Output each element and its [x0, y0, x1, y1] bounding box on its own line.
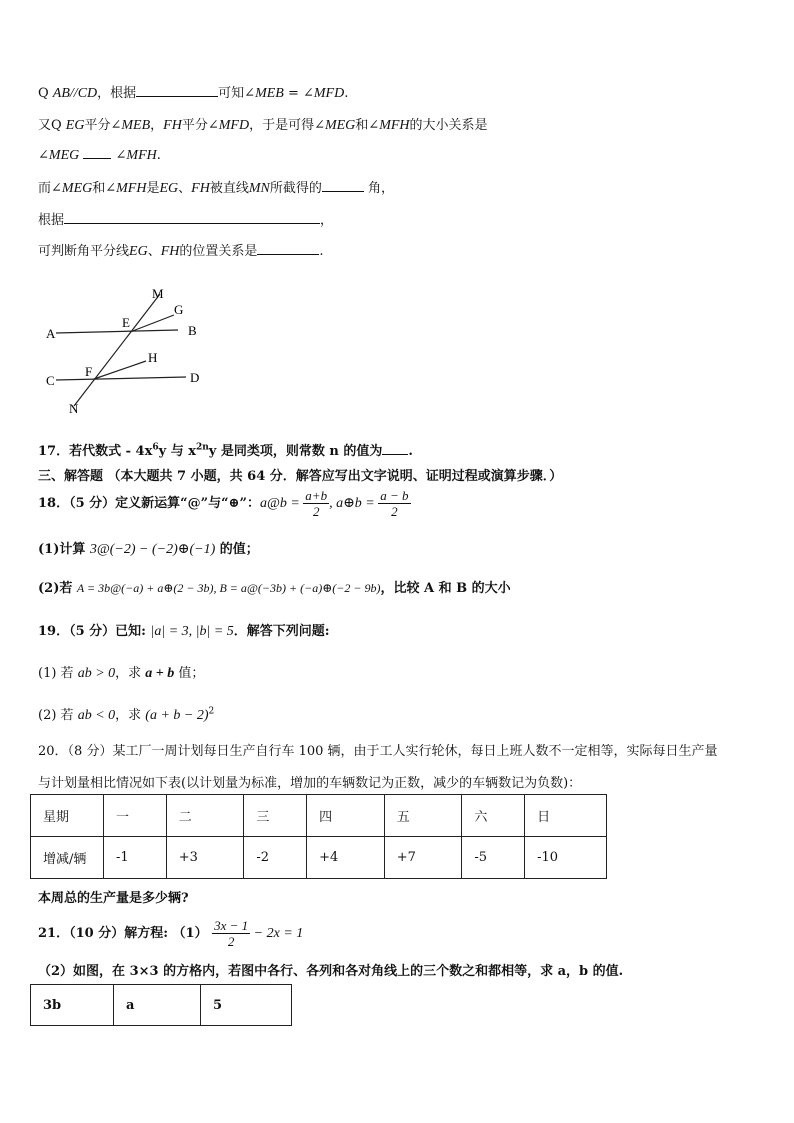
- math-text: (a + b − 2): [145, 708, 209, 723]
- text: 和∠: [92, 181, 117, 196]
- text: 而∠: [38, 181, 62, 196]
- math-text: FH: [163, 118, 182, 133]
- math-text: − 2x = 1: [250, 926, 304, 941]
- text: ，求: [115, 666, 146, 681]
- question-20-ask: 本周总的生产量是多少辆?: [38, 891, 189, 906]
- math-text: MEG: [48, 148, 80, 163]
- math-text: ab > 0: [77, 666, 116, 681]
- numerator: a − b: [380, 488, 409, 503]
- question-heading: 19．（5 分）已知:: [38, 624, 151, 639]
- math-text: EG: [159, 181, 179, 196]
- question-21-part-2: （2）如图，在 3×3 的方格内，若图中各行、各列和各对角线上的三个数之和都相等，求 a，b 的值.: [38, 964, 624, 979]
- numerator: 3x − 1: [214, 918, 249, 933]
- grid-cell: 3b: [31, 985, 114, 1026]
- math-text: EG: [129, 244, 148, 259]
- math-text: CD: [77, 86, 98, 101]
- angle-symbol: ∠: [115, 148, 127, 163]
- text: 又Q: [38, 118, 66, 133]
- text: 平分∠: [84, 118, 122, 133]
- question-heading: 18．（5 分）定义新运算“@”与“⊕”：: [38, 496, 260, 511]
- table-header-cell: 五: [384, 795, 462, 837]
- grid-cell: a: [114, 985, 201, 1026]
- text: y 是同类项，则常数 n 的值为: [208, 444, 383, 459]
- denominator: 2: [227, 934, 235, 949]
- label-n: N: [69, 401, 79, 416]
- geometry-figure: [38, 282, 218, 417]
- text: 的大小关系是: [409, 118, 488, 133]
- math-text: MFH: [379, 118, 410, 133]
- math-text: MEB: [255, 86, 284, 101]
- label-a: A: [46, 326, 56, 341]
- table-header-cell: 三: [244, 795, 307, 837]
- table-cell: -1: [104, 837, 167, 879]
- text: (1)计算: [38, 542, 90, 557]
- magic-square-grid: [30, 984, 292, 1026]
- denominator: 2: [391, 504, 398, 519]
- line-2: [38, 114, 488, 134]
- production-table: [30, 794, 607, 879]
- table-header-cell: 星期: [31, 795, 104, 837]
- math-text: |a| = 3, |b| = 5: [150, 624, 234, 639]
- text: 的值；: [215, 542, 259, 557]
- exponent: 2: [208, 706, 215, 717]
- text: .: [319, 244, 324, 259]
- line-ab: [56, 330, 178, 333]
- table-cell: 增减/辆: [31, 837, 104, 879]
- table-cell: -10: [525, 837, 607, 879]
- line-5: [38, 209, 333, 228]
- question-19-part-2: [38, 704, 214, 724]
- question-19-part-1: [38, 662, 204, 682]
- answer-blank[interactable]: [257, 242, 319, 255]
- math-text: MFH: [116, 181, 147, 196]
- answer-blank[interactable]: [64, 211, 320, 224]
- text: = ∠: [283, 86, 314, 101]
- math-text: , a⊕b =: [329, 496, 379, 511]
- text: 是: [146, 181, 160, 196]
- fraction: [378, 488, 410, 519]
- text: ，比较 A 和 B 的大小: [380, 581, 511, 596]
- label-e: E: [122, 315, 130, 330]
- text: 所截得的: [269, 181, 322, 196]
- text: (2) 若: [38, 708, 78, 723]
- text: y 与 x: [158, 444, 196, 459]
- math-text: MFD: [313, 86, 345, 101]
- answer-blank[interactable]: [136, 84, 218, 97]
- text: (1) 若: [38, 666, 78, 681]
- question-20-line-2: 与计划量相比情况如下表(以计划量为标准，增加的车辆数记为正数，减少的车辆数记为负数)：: [38, 776, 582, 791]
- math-text: a@b =: [259, 496, 304, 511]
- math-text: A = 3b@(−a) + a⊕(2 − 3b), B = a@(−3b) + (−a)⊕(−2 − 9b): [76, 581, 381, 595]
- line-6: [38, 240, 324, 260]
- table-header-cell: 日: [525, 795, 607, 837]
- question-17: [38, 440, 413, 459]
- angle-symbol: ∠: [38, 148, 49, 163]
- table-header-cell: 六: [462, 795, 525, 837]
- question-21: [38, 918, 303, 949]
- label-f: F: [85, 364, 93, 379]
- fraction: [212, 918, 250, 949]
- table-row: [31, 985, 292, 1026]
- label-h: H: [148, 350, 158, 365]
- table-header-cell: 二: [166, 795, 244, 837]
- text: 可判断角平分线: [38, 244, 130, 259]
- math-text: MEB: [121, 118, 151, 133]
- line-1: [38, 82, 348, 102]
- text: 17．若代数式 - 4x: [38, 444, 153, 459]
- text: ．解答下列问题:: [233, 624, 330, 639]
- label-d: D: [190, 370, 200, 385]
- text: 、: [147, 244, 161, 259]
- math-text: MFH: [126, 148, 157, 163]
- line-4: [38, 177, 394, 197]
- math-text: MEG: [61, 181, 93, 196]
- table-row: [31, 795, 607, 837]
- table-header-cell: 一: [104, 795, 167, 837]
- answer-blank[interactable]: [382, 442, 408, 455]
- text: 被直线: [209, 181, 249, 196]
- label-m: M: [152, 286, 164, 301]
- table-header-cell: 四: [307, 795, 385, 837]
- parallel-symbol: //: [69, 86, 78, 101]
- math-text: MEG: [324, 118, 356, 133]
- question-18-part-1: [38, 538, 259, 558]
- question-20-line-1: 20．（8 分）某工厂一周计划每日生产自行车 100 辆，由于工人实行轮休，每日上班人数不一定相等，实际每日生产量: [38, 744, 718, 759]
- therefore-symbol: Q: [38, 86, 53, 101]
- table-row: [31, 837, 607, 879]
- math-text: ab < 0: [77, 708, 116, 723]
- table-cell: -2: [244, 837, 307, 879]
- label-c: C: [46, 373, 55, 388]
- section-heading: 三、解答题 （本大题共 7 小题，共 64 分．解答应写出文字说明、证明过程或演算步骤．）: [38, 469, 563, 484]
- table-cell: +4: [307, 837, 385, 879]
- question-18: [38, 488, 411, 519]
- text: 、: [178, 181, 192, 196]
- question-19: [38, 620, 330, 640]
- denominator: 2: [312, 504, 320, 519]
- grid-cell: 5: [201, 985, 292, 1026]
- math-text: EG: [65, 118, 85, 133]
- text: 平分∠: [181, 118, 219, 133]
- math-text: MN: [248, 181, 270, 196]
- math-text: AB: [52, 86, 70, 101]
- math-text: 3@(−2) − (−2)⊕(−1): [89, 542, 216, 557]
- text: ，: [320, 213, 334, 228]
- text: ，根据: [97, 86, 137, 101]
- math-text: MFD: [218, 118, 250, 133]
- table-cell: +3: [166, 837, 244, 879]
- text: 和∠: [355, 118, 380, 133]
- math-text: FH: [191, 181, 210, 196]
- text: .: [408, 444, 413, 459]
- table-cell: +7: [384, 837, 462, 879]
- text: ，于是可得∠: [249, 118, 325, 133]
- answer-blank[interactable]: [322, 179, 364, 192]
- text: .: [156, 148, 161, 163]
- exponent: 6: [152, 442, 159, 453]
- question-18-part-2: [38, 577, 511, 596]
- exponent: 2n: [195, 442, 209, 453]
- text: ，: [150, 118, 164, 133]
- label-g: G: [174, 302, 184, 317]
- line-cd: [56, 377, 186, 380]
- text: 可知∠: [218, 86, 256, 101]
- text: 值；: [174, 666, 205, 681]
- text: 角，: [368, 181, 395, 196]
- numerator: a+b: [305, 488, 328, 503]
- label-b: B: [188, 323, 197, 338]
- text: (2)若: [38, 581, 77, 596]
- text: ，求: [115, 708, 146, 723]
- math-text: a + b: [145, 666, 175, 681]
- fraction: [303, 488, 329, 519]
- answer-blank[interactable]: [83, 146, 111, 159]
- text: 根据: [38, 213, 65, 228]
- question-heading: 21．（10 分）解方程: （1）: [38, 926, 213, 941]
- table-cell: -5: [462, 837, 525, 879]
- math-text: FH: [160, 244, 180, 259]
- text: 的位置关系是: [179, 244, 258, 259]
- text: .: [344, 86, 349, 101]
- line-3: [38, 146, 161, 164]
